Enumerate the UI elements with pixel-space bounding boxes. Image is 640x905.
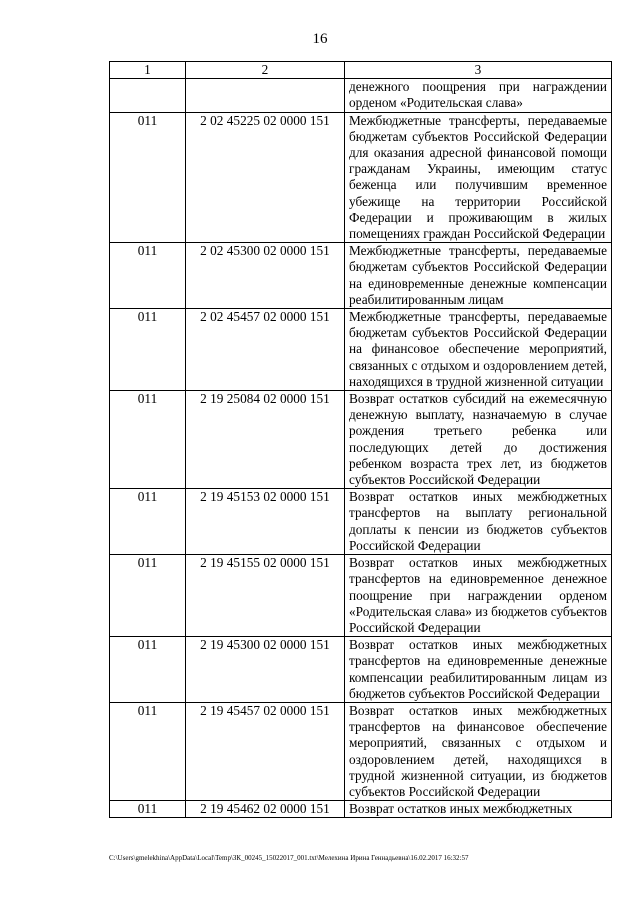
description-cell: Межбюджетные трансферты, передаваемые бюджетам субъектов Российской Федерации на финансовое обеспечение мероприятий, связанных с отдыхом и оздоровлением детей, находящихся в трудной жизненной ситуации	[345, 309, 612, 391]
admin-code-cell: 011	[110, 702, 186, 800]
admin-code-cell: 011	[110, 309, 186, 391]
page-number: 16	[312, 31, 328, 47]
admin-code-cell: 011	[110, 243, 186, 309]
description-cell: Межбюджетные трансферты, передаваемые бюджетам субъектов Российской Федерации на единовременные денежные компенсации реабилитированным лицам	[345, 243, 612, 309]
admin-code-cell: 011	[110, 112, 186, 243]
budget-code-cell: 2 02 45300 02 0000 151	[186, 243, 345, 309]
table-row	[110, 555, 612, 637]
budget-code-cell: 2 02 45225 02 0000 151	[186, 112, 345, 243]
header-col-2: 2	[186, 62, 345, 79]
table-header-row	[110, 62, 612, 79]
table-row	[110, 79, 612, 112]
admin-code-cell: 011	[110, 555, 186, 637]
table-row	[110, 309, 612, 391]
admin-code-cell: 011	[110, 637, 186, 703]
admin-code-cell: 011	[110, 801, 186, 818]
budget-code-cell: 2 19 45155 02 0000 151	[186, 555, 345, 637]
description-cell: денежного поощрения при награждении орденом «Родительская слава»	[345, 79, 612, 112]
admin-code-cell	[110, 79, 186, 112]
budget-code-cell	[186, 79, 345, 112]
description-cell: Возврат остатков иных межбюджетных трансфертов на финансовое обеспечение мероприятий, связанных с отдыхом и оздоровлением детей, находящихся в трудной жизненной ситуации, из бюджетов субъектов Российской Федерации	[345, 702, 612, 800]
table-row	[110, 112, 612, 243]
file-path-footer: C:\Users\gmelekhina\AppData\Local\Temp\ЗК_00245_15022017_001.txt\Мелехина Ирина Геннадьевна\16.02.2017 16:32:57	[109, 854, 469, 862]
admin-code-cell: 011	[110, 489, 186, 555]
budget-code-cell: 2 19 45462 02 0000 151	[186, 801, 345, 818]
header-col-1: 1	[110, 62, 186, 79]
table-row	[110, 702, 612, 800]
budget-code-cell: 2 19 25084 02 0000 151	[186, 391, 345, 489]
header-col-3: 3	[345, 62, 612, 79]
budget-code-cell: 2 19 45153 02 0000 151	[186, 489, 345, 555]
admin-code-cell: 011	[110, 391, 186, 489]
table-row	[110, 243, 612, 309]
table-row	[110, 391, 612, 489]
description-cell: Возврат остатков субсидий на ежемесячную денежную выплату, назначаемую в случае рождения третьего ребенка или последующих детей до достижения ребенком возраста трех лет, из бюджетов субъектов Российской Федерации	[345, 391, 612, 489]
budget-code-cell: 2 19 45457 02 0000 151	[186, 702, 345, 800]
description-cell: Возврат остатков иных межбюджетных трансфертов на выплату региональной доплаты к пенсии из бюджетов субъектов Российской Федерации	[345, 489, 612, 555]
budget-code-cell: 2 19 45300 02 0000 151	[186, 637, 345, 703]
budget-codes-table	[109, 61, 612, 818]
table-row	[110, 489, 612, 555]
table-row	[110, 637, 612, 703]
table-row	[110, 801, 612, 818]
description-cell: Возврат остатков иных межбюджетных	[345, 801, 612, 818]
budget-code-cell: 2 02 45457 02 0000 151	[186, 309, 345, 391]
description-cell: Межбюджетные трансферты, передаваемые бюджетам субъектов Российской Федерации для оказания адресной финансовой помощи гражданам Украины, имеющим статус беженца или получившим временное убежище на территории Российской Федерации и проживающим в жилых помещениях граждан Российской Федерации	[345, 112, 612, 243]
description-cell: Возврат остатков иных межбюджетных трансфертов на единовременное денежное поощрение при награждении орденом «Родительская слава» из бюджетов субъектов Российской Федерации	[345, 555, 612, 637]
description-cell: Возврат остатков иных межбюджетных трансфертов на единовременные денежные компенсации реабилитированным лицам из бюджетов субъектов Российской Федерации	[345, 637, 612, 703]
